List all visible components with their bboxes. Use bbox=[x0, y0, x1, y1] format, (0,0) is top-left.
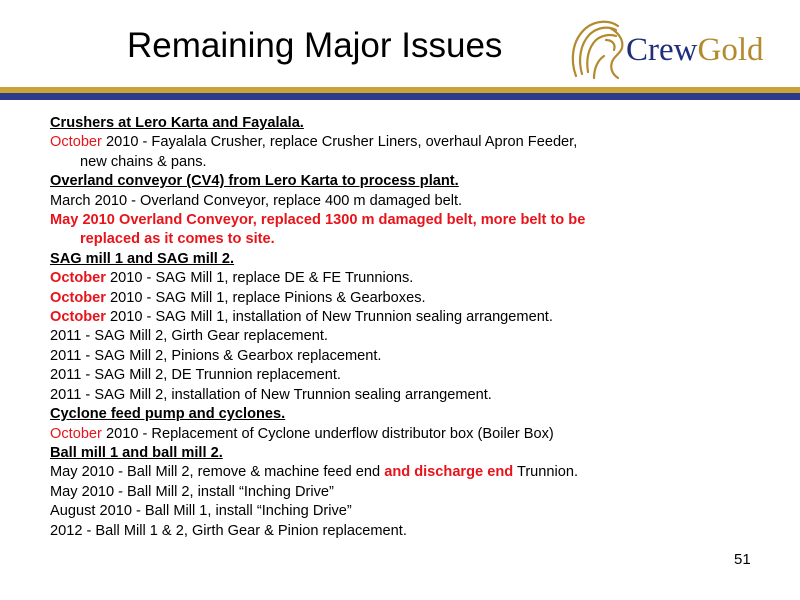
list-item bbox=[50, 289, 750, 308]
list-item bbox=[50, 308, 750, 327]
item-text: 2010 - Fayalala Crusher, replace Crusher Liners, overhaul Apron Feeder, bbox=[101, 134, 578, 151]
list-item bbox=[50, 425, 750, 444]
page-number: 51 bbox=[734, 551, 751, 568]
month-highlight: October bbox=[50, 289, 106, 306]
list-item: August 2010 - Ball Mill 1, install “Inching Drive” bbox=[50, 503, 352, 520]
section-heading-ball-mill: Ball mill 1 and ball mill 2. bbox=[50, 444, 223, 461]
page-title: Remaining Major Issues bbox=[127, 26, 503, 65]
list-item bbox=[50, 133, 750, 152]
lion-head-icon bbox=[566, 16, 630, 82]
list-item-highlight: May 2010 Overland Conveyor, replaced 1300 m damaged belt, more belt to be bbox=[50, 212, 586, 229]
list-item bbox=[50, 463, 750, 482]
item-text: 2010 - SAG Mill 1, replace DE & FE Trunnions. bbox=[105, 270, 414, 287]
month-highlight: October bbox=[50, 309, 106, 326]
item-text: May 2010 - Ball Mill 2, remove & machine feed end bbox=[50, 464, 385, 481]
item-text: Trunnion. bbox=[513, 464, 579, 481]
header-band-blue bbox=[0, 93, 800, 100]
item-text: 2010 - SAG Mill 1, replace Pinions & Gearboxes. bbox=[105, 289, 426, 306]
list-item-continuation: new chains & pans. bbox=[80, 153, 207, 170]
list-item: 2011 - SAG Mill 2, DE Trunnion replacement. bbox=[50, 367, 341, 384]
issues-list bbox=[50, 114, 750, 541]
month-highlight: October bbox=[50, 270, 106, 287]
month-highlight: October bbox=[50, 134, 102, 151]
item-text: 2010 - SAG Mill 1, installation of New Trunnion sealing arrangement. bbox=[105, 309, 553, 326]
section-heading-cyclone: Cyclone feed pump and cyclones. bbox=[50, 406, 286, 423]
logo-word-gold: Gold bbox=[697, 32, 764, 68]
crew-gold-logo bbox=[566, 14, 780, 84]
list-item: May 2010 - Ball Mill 2, install “Inching Drive” bbox=[50, 483, 334, 500]
section-heading-crushers: Crushers at Lero Karta and Fayalala. bbox=[50, 115, 304, 131]
logo-wordmark bbox=[626, 30, 763, 70]
list-item: 2011 - SAG Mill 2, installation of New Trunnion sealing arrangement. bbox=[50, 386, 492, 403]
section-heading-conveyor: Overland conveyor (CV4) from Lero Karta to process plant. bbox=[50, 173, 459, 190]
list-item: March 2010 - Overland Conveyor, replace 400 m damaged belt. bbox=[50, 192, 463, 209]
list-item bbox=[50, 269, 750, 288]
list-item-continuation: replaced as it comes to site. bbox=[80, 231, 275, 248]
month-highlight: October bbox=[50, 425, 102, 442]
item-text: 2010 - Replacement of Cyclone underflow distributor box (Boiler Box) bbox=[101, 425, 554, 442]
list-item: 2011 - SAG Mill 2, Girth Gear replacement. bbox=[50, 328, 328, 345]
list-item: 2012 - Ball Mill 1 & 2, Girth Gear & Pinion replacement. bbox=[50, 522, 407, 539]
list-item: 2011 - SAG Mill 2, Pinions & Gearbox replacement. bbox=[50, 347, 382, 364]
text-highlight: and discharge end bbox=[384, 464, 514, 481]
logo-word-crew: Crew bbox=[626, 32, 698, 68]
section-heading-sag: SAG mill 1 and SAG mill 2. bbox=[50, 250, 235, 267]
